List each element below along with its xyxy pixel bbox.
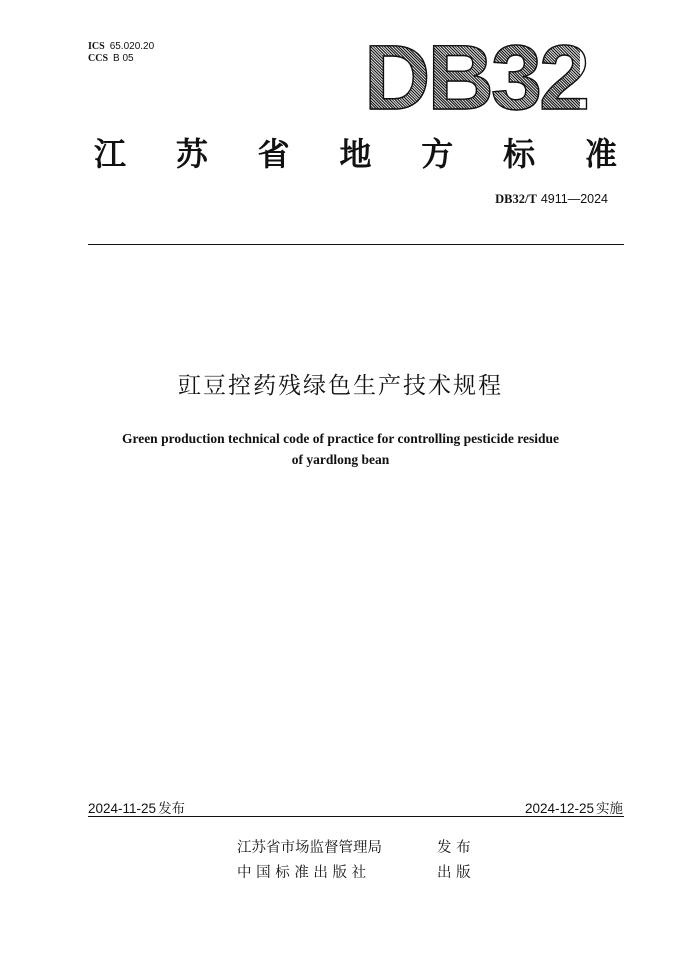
ccs-value: B 05 <box>113 53 134 64</box>
bottom-divider <box>88 816 624 817</box>
issuer-row <box>237 836 497 857</box>
standard-type-char: 准 <box>584 135 617 173</box>
publisher-name: 中 国 标 准 出 版 社 <box>237 865 367 881</box>
ics-value: 65.020.20 <box>109 41 155 52</box>
title-chinese: 豇豆控药残绿色生产技术规程 <box>178 373 503 399</box>
issue-date-word: 发布 <box>158 801 186 817</box>
publisher-action: 出 版 <box>437 865 471 881</box>
standard-type-char: 苏 <box>175 135 208 173</box>
ccs-label: CCS <box>88 53 109 64</box>
standard-type-heading <box>88 132 623 176</box>
title-english-line1: Green production technical code of practice for controlling pesticide residue <box>121 431 560 446</box>
standard-type-char: 地 <box>339 135 372 173</box>
implement-date-value: 2024-12-25 <box>524 801 594 816</box>
ccs-line <box>88 52 134 66</box>
standard-type-char: 江 <box>93 135 126 173</box>
standard-type-char: 省 <box>257 135 290 173</box>
implement-date <box>525 797 623 817</box>
title-english <box>60 428 621 470</box>
top-divider <box>88 244 624 245</box>
title-english-line2: of yardlong bean <box>291 452 390 467</box>
standard-type-char: 方 <box>421 135 454 173</box>
issuer-action: 发 布 <box>437 840 471 856</box>
ics-label: ICS <box>88 41 105 52</box>
standard-code-number: 4911—2024 <box>540 192 608 206</box>
standard-code <box>495 191 608 207</box>
implement-date-word: 实施 <box>596 801 623 817</box>
issuer-name: 江苏省市场监督管理局 <box>237 840 382 856</box>
db32-logo: DB32 <box>364 27 588 129</box>
standard-code-prefix: DB32/T <box>495 192 537 206</box>
publisher-row <box>237 861 497 882</box>
issue-date <box>88 797 185 817</box>
standard-type-char: 标 <box>503 135 536 173</box>
issue-date-value: 2024-11-25 <box>88 801 157 816</box>
